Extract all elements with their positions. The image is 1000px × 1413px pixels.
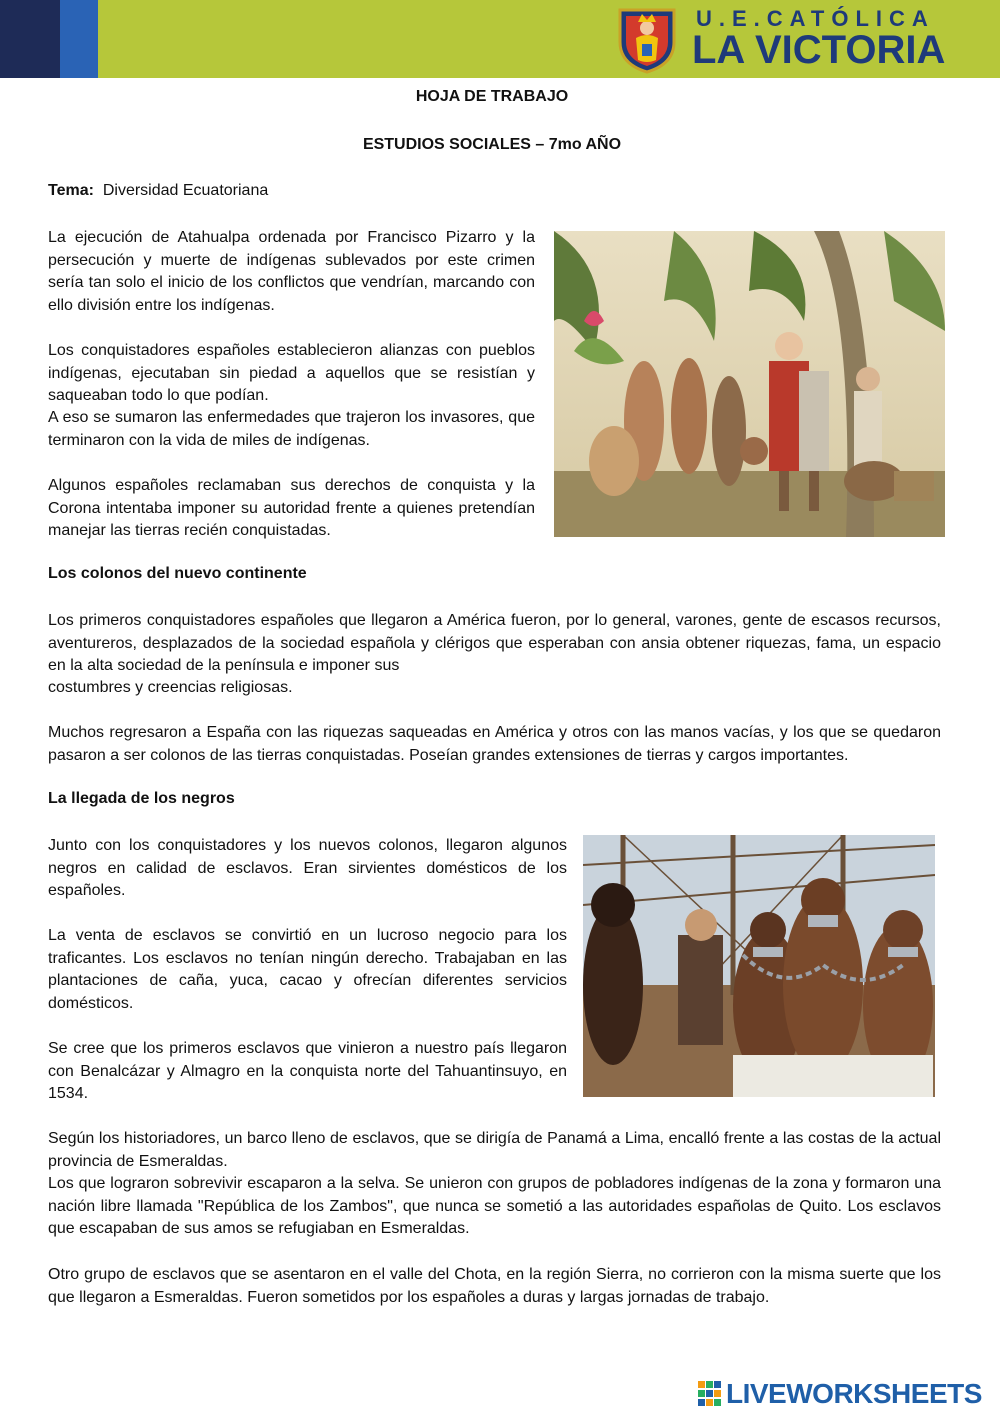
slaves-illustration bbox=[583, 835, 935, 1097]
colonos-heading: Los colonos del nuevo continente bbox=[48, 565, 307, 582]
negros-heading: La llegada de los negros bbox=[48, 790, 235, 807]
intro-paragraph-3: Algunos españoles reclamaban sus derechos de conquista y la Corona intentaba imponer su autoridad frente a quienes pretendían manejar las tierras recién conquistadas. bbox=[48, 477, 535, 539]
topic-line bbox=[48, 182, 268, 200]
topic-value: Diversidad Ecuatoriana bbox=[102, 182, 269, 199]
intro-paragraph-2a: Los conquistadores españoles establecieron alianzas con pueblos indígenas, ejecutaban sin piedad a aquellos que se resistían y saqueaban todo lo que podían. bbox=[48, 342, 535, 404]
negros-paragraph-3: Se cree que los primeros esclavos que vinieron a nuestro país llegaron con Benalcázar y Almagro en la conquista norte del Tahuantinsuyo, en 1534. bbox=[48, 1040, 567, 1102]
header-blue-stripe bbox=[60, 0, 98, 78]
intro-paragraph-2b: A eso se sumaron las enfermedades que trajeron los invasores, que terminaron con la vida de miles de indígenas. bbox=[48, 409, 535, 449]
negros-paragraph-4: Según los historiadores, un barco lleno de esclavos, que se dirigía de Panamá a Lima, encalló frente a las costas de la actual provincia de Esmeraldas. bbox=[48, 1130, 941, 1170]
colonos-paragraph-2: Muchos regresaron a España con las riquezas saqueadas en América y otros con las manos vacías, y los que se quedaron pasaron a ser colonos de las tierras conquistadas. Poseían grandes extensiones de tierras y cargos importantes. bbox=[48, 724, 941, 764]
negros-paragraph-2: La venta de esclavos se convirtió en un lucroso negocio para los traficantes. Los esclavos no tenían ningún derecho. Trabajaban en las plantaciones de caña, yuca, cacao y ofrecían diferentes servicios domésticos. bbox=[48, 927, 567, 1012]
worksheet-title: HOJA DE TRABAJO bbox=[415, 88, 569, 105]
liveworksheets-logo bbox=[698, 1378, 994, 1410]
liveworksheets-brand: LIVEWORKSHEETS bbox=[726, 1378, 982, 1409]
liveworksheets-mark-icon bbox=[698, 1381, 722, 1407]
school-name-line2: LA VICTORIA bbox=[692, 28, 946, 72]
colonos-paragraph-1a: Los primeros conquistadores españoles que llegaron a América fueron, por lo general, varones, gente de escasos recursos, aventureros, desplazados de la sociedad española y clérigos que esperaban con ansia obtener riquezas, fama, un espacio en la alta sociedad de la península e imponer sus bbox=[48, 612, 941, 674]
school-name-line1: U.E.CATÓLICA bbox=[696, 6, 935, 31]
header-navy-stripe bbox=[0, 0, 60, 78]
negros-paragraph-1: Junto con los conquistadores y los nuevos colonos, llegaron algunos negros en calidad de esclavos. Eran sirvientes domésticos de los españoles. bbox=[48, 837, 567, 899]
school-crest-icon bbox=[612, 4, 682, 74]
topic-label: Tema: bbox=[48, 182, 94, 199]
school-logo bbox=[612, 4, 952, 74]
subject-title: ESTUDIOS SOCIALES – 7mo AÑO bbox=[362, 136, 622, 153]
intro-paragraph-1: La ejecución de Atahualpa ordenada por Francisco Pizarro y la persecución y muerte de indígenas sublevados por este crimen sería tan solo el inicio de los conflictos que vendrían, marcando con ello división entre los indígenas. bbox=[48, 229, 535, 314]
colonos-paragraph-1b: costumbres y creencias religiosas. bbox=[48, 679, 293, 696]
negros-paragraph-6: Otro grupo de esclavos que se asentaron en el valle del Chota, en la región Sierra, no corrieron con la misma suerte que los que llegaron a Esmeraldas. Fueron sometidos por los españoles a duras y largas jornadas de trabajo. bbox=[48, 1266, 941, 1306]
conquest-illustration bbox=[554, 231, 945, 537]
negros-paragraph-5: Los que lograron sobrevivir escaparon a la selva. Se unieron con grupos de pobladores indígenas de la zona y formaron una nación libre llamada "República de los Zambos", que nunca se sometió a las autoridades españolas de Quito. Los esclavos que escapaban de sus amos se refugiaban en Esmeraldas. bbox=[48, 1175, 941, 1237]
